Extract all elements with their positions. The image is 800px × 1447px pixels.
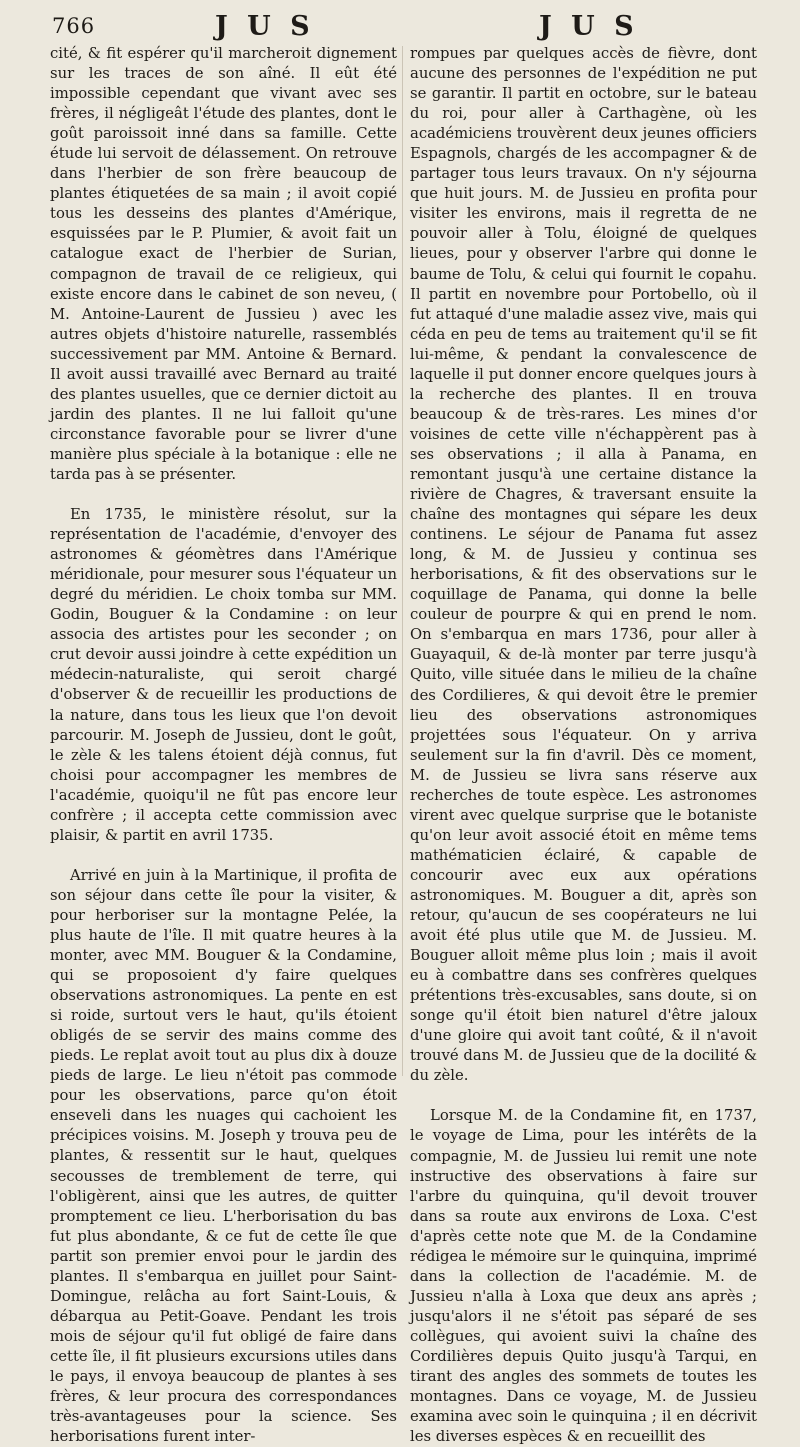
right-column (410, 44, 757, 1446)
paragraph: cité, & fit espérer qu'il marcheroit dignement sur les traces de son aîné. Il eût été impossible cependant que vivant avec ses frères, il négligeât l'étude des plantes, dont le goût paroissoit inné dans sa famille. Cette étude lui servoit de délassement. On retrouve dans l'herbier de son frère beaucoup de plantes étiquetées de sa main ; il avoit copié tous les desseins des plantes d'Amérique, esquissées par le P. Plumier, & avoit fait un catalogue exact de l'herbier de Surian, compagnon de travail de ce religieux, qui existe encore dans le cabinet de son neveu, ( M. Antoine-Laurent de Jussieu ) avec les autres objets d'histoire naturelle, rassemblés successivement par MM. Antoine & Bernard. Il avoit aussi travaillé avec Bernard au traité des plantes usuelles, que ce dernier dictoit au jardin des plantes. Il ne lui falloit qu'une circonstance favorable pour se livrer d'une manière plus spéciale à la botanique : elle ne tarda pas à se présenter. (50, 45, 397, 483)
paragraph: Arrivé en juin à la Martinique, il profita de son séjour dans cette île pour la visiter, & pour herboriser sur la montagne Pelée, la plus haute de l'île. Il mit quatre heures à la monter, avec MM. Bouguer & la Condamine, qui se proposoient d'y faire quelques observations astronomiques. La pente en est si roide, surtout vers le haut, qu'ils étoient obligés de se servir des mains comme des pieds. Le replat avoit tout au plus dix à douze pieds de large. Le lieu n'étoit pas commode pour les observations, parce qu'on étoit enseveli dans les nuages qui cachoient les précipices voisins. M. Joseph y trouva peu de plantes, & ressentit sur le haut, quelques secousses de tremblement de terre, qui l'obligèrent, ainsi que les autres, de quitter promptement ce lieu. L'herborisation du bas fut plus abondante, & ce fut de cette île que partit son premier envoi pour le jardin des plantes. Il s'embarqua en juillet pour Saint-Domingue, relâcha au fort Saint-Louis, & débarqua au Petit-Goave. Pendant les trois mois de séjour qu'il fut obligé de faire dans cette île, il fit plusieurs excursions utiles dans le pays, il envoya beaucoup de plantes à ses frères, & leur procura des correspondances très-avantageuses pour la science. Ses herborisations furent inter- (50, 866, 397, 1446)
page-header (52, 10, 752, 42)
page-number: 766 (52, 14, 96, 38)
paragraph: rompues par quelques accès de fièvre, dont aucune des personnes de l'expédition ne put se garantir. Il partit en octobre, sur le bateau du roi, pour aller à Carthagène, où les académiciens trouvèrent deux jeunes officiers Espagnols, chargés de les accompagner & de partager tous leurs travaux. On n'y séjourna que huit jours. M. de Jussieu en profita pour visiter les environs, mais il regretta de ne pouvoir aller à Tolu, éloigné de quelques lieues, pour y observer l'arbre qui donne le baume de Tolu, & celui qui fournit le copahu. Il partit en novembre pour Portobello, où il fut attaqué d'une maladie assez vive, mais qui céda en peu de tems au traitement qu'il se fit lui-même, & pendant la convalescence de laquelle il put donner encore quelques jours à la recherche des plantes. Il en trouva beaucoup & de très-rares. Les mines d'or voisines de cette ville n'échappèrent pas à ses observations ; il alla à Panama, en remontant jusqu'à une certaine distance la rivière de Chagres, & traversant ensuite la chaîne des montagnes qui sépare les deux continens. Le séjour de Panama fut assez long, & M. de Jussieu y continua ses herborisations, & fit des observations sur le coquillage de Panama, qui donne la belle couleur de pourpre & qui en prend le nom. On s'embarqua en mars 1736, pour aller à Guayaquil, & de-là monter par terre jusqu'à Quito, ville située dans le milieu de la chaîne des Cordilieres, & qui devoit être le premier lieu des observations astronomiques projettées sous l'équateur. On y arriva seulement sur la fin d'avril. Dès ce moment, M. de Jussieu se livra sans réserve aux recherches de toute espèce. Les astronomes virent avec quelque surprise que le botaniste qu'on leur avoit associé étoit en même tems mathématicien éclairé, & capable de concourir avec eux aux opérations astronomiques. M. Bouguer a dit, après son retour, qu'aucun de ses coopérateurs ne lui avoit été plus utile que M. de Jussieu. M. Bouguer alloit même plus loin ; mais il avoit eu à combattre dans ses confrères quelques prétentions très-excusables, sans doute, si on songe qu'il étoit bien naturel d'être jaloux d'une gloire qui avoit tant coûté, & il n'avoit trouvé dans M. de Jussieu que de la docilité & du zèle. (410, 45, 757, 1085)
running-head-left: J U S (215, 11, 315, 42)
running-head-right: J U S (539, 11, 639, 42)
paragraph: En 1735, le ministère résolut, sur la représentation de l'académie, d'envoyer des astronomes & géomètres dans l'Amérique méridionale, pour mesurer sous l'équateur un degré du méridien. Le choix tomba sur MM. Godin, Bouguer & la Condamine : on leur associa des artistes pour les seconder ; on crut devoir aussi joindre à cette expédition un médecin-naturaliste, qui seroit chargé d'observer & de recueillir les productions de la nature, dans tous les lieux que l'on devoit parcourir. M. Joseph de Jussieu, dont le goût, le zèle & les talens étoient déjà connus, fut choisi pour accompagner les membres de l'académie, quoiqu'il ne fût pas encore leur confrère ; il accepta cette commission avec plaisir, & partit en avril 1735. (50, 506, 397, 844)
left-column (50, 44, 397, 1446)
column-divider (402, 46, 403, 1076)
paragraph: Lorsque M. de la Condamine fit, en 1737, le voyage de Lima, pour les intérêts de la compagnie, M. de Jussieu lui remit une note instructive des observations à faire sur l'arbre du quinquina, qu'il devoit trouver dans sa route aux environs de Loxa. C'est d'après cette note que M. de la Condamine rédigea le mémoire sur le quinquina, imprimé dans la collection de l'académie. M. de Jussieu n'alla à Loxa que deux ans après ; jusqu'alors il ne s'étoit pas séparé de ses collègues, qui avoient suivi la chaîne des Cordilières depuis Quito jusqu'à Tarqui, en tirant des angles des sommets de toutes les montagnes. Dans ce voyage, M. de Jussieu examina avec soin le quinquina ; il en décrivit les diverses espèces & en recueillit des (410, 1107, 757, 1446)
